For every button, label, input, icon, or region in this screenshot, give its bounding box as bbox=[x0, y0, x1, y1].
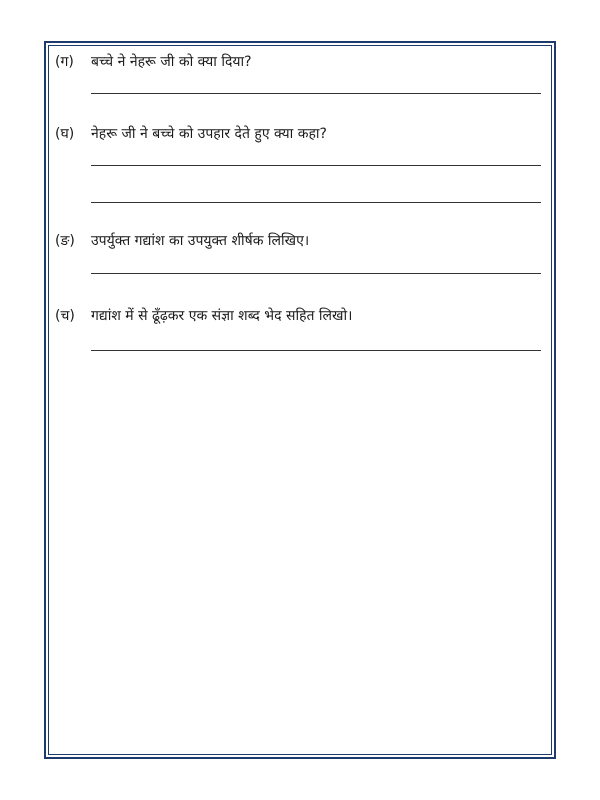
answer-line[interactable] bbox=[91, 202, 541, 203]
question-text: गद्यांश में से ढूँढ़कर एक संज्ञा शब्द भेद सहित लिखो। bbox=[91, 308, 353, 324]
question-number: (ग) bbox=[55, 54, 74, 70]
answer-line[interactable] bbox=[91, 350, 541, 351]
page-border-inner bbox=[48, 45, 552, 755]
question-number: (घ) bbox=[55, 126, 75, 142]
question-number: (ङ) bbox=[55, 233, 75, 249]
question-text: उपर्युक्त गद्यांश का उपयुक्त शीर्षक लिखिए। bbox=[91, 233, 310, 249]
question-number: (च) bbox=[55, 308, 75, 324]
question-text: बच्चे ने नेहरू जी को क्या दिया? bbox=[91, 54, 252, 70]
answer-line[interactable] bbox=[91, 93, 541, 94]
answer-line[interactable] bbox=[91, 165, 541, 166]
answer-line[interactable] bbox=[91, 273, 541, 274]
question-text: नेहरू जी ने बच्चे को उपहार देते हुए क्या कहा? bbox=[91, 126, 327, 142]
